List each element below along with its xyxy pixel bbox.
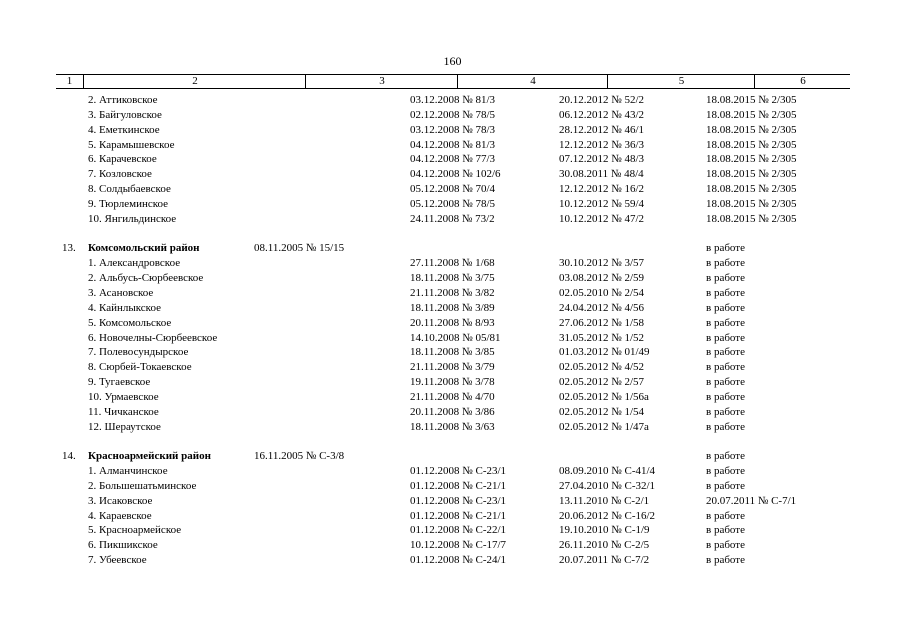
- row-col-5: 30.08.2011 № 48/4: [559, 168, 644, 181]
- row-col-5: 28.12.2012 № 46/1: [559, 123, 645, 136]
- table-row: [0, 93, 905, 108]
- row-col-6: в работе: [706, 376, 745, 389]
- row-col-5: 02.05.2012 № 2/57: [559, 376, 645, 389]
- row-col-6: в работе: [706, 257, 745, 270]
- table-row: [0, 256, 905, 271]
- row-col-4: 04.12.2008 № 102/6: [410, 168, 501, 181]
- row-col-4: 20.11.2008 № 8/93: [410, 316, 495, 329]
- row-col-6: 18.08.2015 № 2/305: [706, 197, 797, 210]
- header-col-3: 3: [305, 75, 458, 88]
- header-col-2: 2: [83, 75, 306, 88]
- header-col-5: 5: [607, 75, 755, 88]
- row-name: 2. Большешатьминское: [88, 479, 197, 492]
- row-col-6: 18.08.2015 № 2/305: [706, 138, 797, 151]
- row-col-6: в работе: [706, 286, 745, 299]
- row-name: 10. Урмаевское: [88, 390, 159, 403]
- page-number: 160: [443, 54, 462, 68]
- row-name: 8. Сюрбей-Токаевское: [88, 361, 192, 374]
- row-col-5: 27.04.2010 № С-32/1: [559, 479, 656, 492]
- row-col-4: 24.11.2008 № 73/2: [410, 212, 495, 225]
- row-name: 6. Карачевское: [88, 153, 157, 166]
- row-col-5: 01.03.2012 № 01/49: [559, 346, 650, 359]
- row-col-6: 20.07.2011 № С-7/1: [706, 494, 797, 507]
- row-col-6: 18.08.2015 № 2/305: [706, 183, 797, 196]
- row-col-5: 27.06.2012 № 1/58: [559, 316, 645, 329]
- row-col-4: 19.11.2008 № 3/78: [410, 376, 495, 389]
- table-header: [56, 74, 850, 89]
- row-col-5: 31.05.2012 № 1/52: [559, 331, 645, 344]
- row-col-6: в работе: [706, 272, 745, 285]
- row-col-5: 10.12.2012 № 59/4: [559, 197, 645, 210]
- row-col-5: 02.05.2012 № 1/47а: [559, 420, 649, 433]
- header-col-1: 1: [66, 75, 73, 87]
- row-col-6: в работе: [706, 509, 745, 522]
- row-name: 4. Караевское: [88, 509, 152, 522]
- row-col-4: 20.11.2008 № 3/86: [410, 405, 495, 418]
- table-row: [0, 271, 905, 286]
- row-col-4: 05.12.2008 № 78/5: [410, 197, 496, 210]
- spacer-row: [0, 434, 905, 449]
- row-col-5: 26.11.2010 № С-2/5: [559, 539, 650, 552]
- table-row: [0, 538, 905, 553]
- row-col-5: 07.12.2012 № 48/3: [559, 153, 645, 166]
- row-col-3: 16.11.2005 № С-3/8: [254, 450, 345, 463]
- table-row: [0, 509, 905, 524]
- row-col-6: в работе: [706, 301, 745, 314]
- row-name: 2. Аттиковское: [88, 94, 158, 106]
- row-col-4: 21.11.2008 № 3/79: [410, 361, 495, 374]
- row-col-6: в работе: [706, 539, 745, 552]
- row-name: 1. Алманчинское: [88, 465, 168, 478]
- row-col-4: 27.11.2008 № 1/68: [410, 257, 495, 270]
- row-col-4: 02.12.2008 № 78/5: [410, 108, 496, 121]
- table-row: [0, 138, 905, 153]
- table-row: [0, 301, 905, 316]
- row-col-6: 18.08.2015 № 2/305: [706, 168, 797, 181]
- table-row: [0, 167, 905, 182]
- spacer-row: [0, 227, 905, 242]
- row-col-6: в работе: [706, 479, 745, 492]
- row-name: 8. Солдыбаевское: [88, 183, 171, 196]
- row-col-4: 21.11.2008 № 3/82: [410, 286, 495, 299]
- row-col-6: в работе: [706, 361, 745, 374]
- header-col-4: 4: [457, 75, 608, 88]
- table-row: [0, 286, 905, 301]
- row-col-5: 02.05.2012 № 1/54: [559, 405, 645, 418]
- table-row: [0, 182, 905, 197]
- row-col-6: 18.08.2015 № 2/305: [706, 153, 797, 166]
- row-col-5: 02.05.2012 № 4/52: [559, 361, 645, 374]
- row-name: 5. Красноармейское: [88, 524, 182, 537]
- row-col-6: в работе: [706, 390, 745, 403]
- table-row: [0, 316, 905, 331]
- table-row: [0, 405, 905, 420]
- row-col-4: 03.12.2008 № 81/3: [410, 94, 496, 106]
- row-col-5: 13.11.2010 № С-2/1: [559, 494, 650, 507]
- row-col-6: в работе: [706, 331, 745, 344]
- row-col-4: 04.12.2008 № 77/3: [410, 153, 496, 166]
- row-col-4: 01.12.2008 № С-23/1: [410, 494, 507, 507]
- district-row: [0, 449, 905, 464]
- row-name: 7. Козловское: [88, 168, 152, 181]
- table-row: [0, 494, 905, 509]
- row-col-6: в работе: [706, 405, 745, 418]
- row-name: Красноармейский район: [88, 450, 211, 463]
- row-name: 5. Комсомольское: [88, 316, 172, 329]
- row-col-6: в работе: [706, 554, 745, 567]
- row-name: 2. Альбусь-Сюрбеевское: [88, 272, 204, 285]
- row-col-4: 18.11.2008 № 3/63: [410, 420, 495, 433]
- table-row: [0, 345, 905, 360]
- row-col-4: 18.11.2008 № 3/89: [410, 301, 495, 314]
- table-row: [0, 331, 905, 346]
- row-name: 9. Тюрлеминское: [88, 197, 169, 210]
- row-col-5: 02.05.2012 № 1/56а: [559, 390, 649, 403]
- row-name: 3. Байгуловское: [88, 108, 162, 121]
- row-col-4: 18.11.2008 № 3/75: [410, 272, 495, 285]
- row-col-6: в работе: [706, 242, 745, 255]
- row-name: 1. Александровское: [88, 257, 181, 270]
- row-col-6: 18.08.2015 № 2/305: [706, 108, 797, 121]
- row-name: 12. Шераутское: [88, 420, 161, 433]
- table-row: [0, 212, 905, 227]
- table-row: [0, 523, 905, 538]
- row-col-4: 05.12.2008 № 70/4: [410, 183, 496, 196]
- table-row: [0, 375, 905, 390]
- row-col-5: 06.12.2012 № 43/2: [559, 108, 645, 121]
- table-row: [0, 197, 905, 212]
- row-number: 14.: [62, 450, 76, 463]
- district-row: [0, 241, 905, 256]
- row-col-4: 04.12.2008 № 81/3: [410, 138, 496, 151]
- row-col-5: 24.04.2012 № 4/56: [559, 301, 645, 314]
- row-name: 11. Чичканское: [88, 405, 159, 418]
- row-col-6: в работе: [706, 524, 745, 537]
- row-col-4: 01.12.2008 № С-21/1: [410, 479, 507, 492]
- row-col-6: 18.08.2015 № 2/305: [706, 123, 797, 136]
- table-row: [0, 152, 905, 167]
- row-col-5: 03.08.2012 № 2/59: [559, 272, 645, 285]
- row-col-6: в работе: [706, 316, 745, 329]
- table-row: [0, 420, 905, 435]
- row-number: 13.: [62, 242, 76, 255]
- row-name: 7. Убеевское: [88, 554, 147, 567]
- table-row: [0, 390, 905, 405]
- table-row: [0, 108, 905, 123]
- row-name: 9. Тугаевское: [88, 376, 151, 389]
- row-col-4: 01.12.2008 № С-21/1: [410, 509, 507, 522]
- row-col-5: 20.07.2011 № С-7/2: [559, 554, 650, 567]
- table-row: [0, 479, 905, 494]
- row-col-5: 08.09.2010 № С-41/4: [559, 465, 656, 478]
- row-col-6: в работе: [706, 420, 745, 433]
- row-name: Комсомольский район: [88, 242, 200, 255]
- row-name: 6. Новочелны-Сюрбеевское: [88, 331, 218, 344]
- row-col-6: 18.08.2015 № 2/305: [706, 212, 797, 225]
- row-col-6: 18.08.2015 № 2/305: [706, 94, 797, 106]
- row-col-6: в работе: [706, 346, 745, 359]
- row-name: 6. Пикшикское: [88, 539, 158, 552]
- row-col-4: 10.12.2008 № С-17/7: [410, 539, 507, 552]
- row-col-5: 20.12.2012 № 52/2: [559, 94, 645, 106]
- row-col-4: 21.11.2008 № 4/70: [410, 390, 495, 403]
- row-col-3: 08.11.2005 № 15/15: [254, 242, 345, 255]
- row-col-4: 14.10.2008 № 05/81: [410, 331, 501, 344]
- row-col-4: 01.12.2008 № С-23/1: [410, 465, 507, 478]
- row-col-5: 12.12.2012 № 16/2: [559, 183, 645, 196]
- row-col-5: 20.06.2012 № С-16/2: [559, 509, 656, 522]
- row-col-4: 01.12.2008 № С-22/1: [410, 524, 507, 537]
- table-row: [0, 553, 905, 568]
- row-name: 4. Еметкинское: [88, 123, 160, 136]
- row-col-5: 19.10.2010 № С-1/9: [559, 524, 650, 537]
- row-col-5: 30.10.2012 № 3/57: [559, 257, 645, 270]
- row-name: 5. Карамышевское: [88, 138, 175, 151]
- row-name: 10. Янгильдинское: [88, 212, 177, 225]
- row-col-4: 18.11.2008 № 3/85: [410, 346, 495, 359]
- table-row: [0, 123, 905, 138]
- row-col-4: 01.12.2008 № С-24/1: [410, 554, 507, 567]
- row-col-5: 12.12.2012 № 36/3: [559, 138, 645, 151]
- row-col-6: в работе: [706, 450, 745, 463]
- row-col-5: 10.12.2012 № 47/2: [559, 212, 645, 225]
- table-row: [0, 464, 905, 479]
- row-name: 3. Исаковское: [88, 494, 153, 507]
- table-body: [0, 93, 905, 568]
- row-name: 3. Асановское: [88, 286, 154, 299]
- row-name: 4. Кайнлыкское: [88, 301, 161, 314]
- table-row: [0, 360, 905, 375]
- row-col-4: 03.12.2008 № 78/3: [410, 123, 496, 136]
- row-col-6: в работе: [706, 465, 745, 478]
- row-col-5: 02.05.2010 № 2/54: [559, 286, 645, 299]
- header-col-6: 6: [754, 75, 851, 88]
- row-name: 7. Полевосундырское: [88, 346, 189, 359]
